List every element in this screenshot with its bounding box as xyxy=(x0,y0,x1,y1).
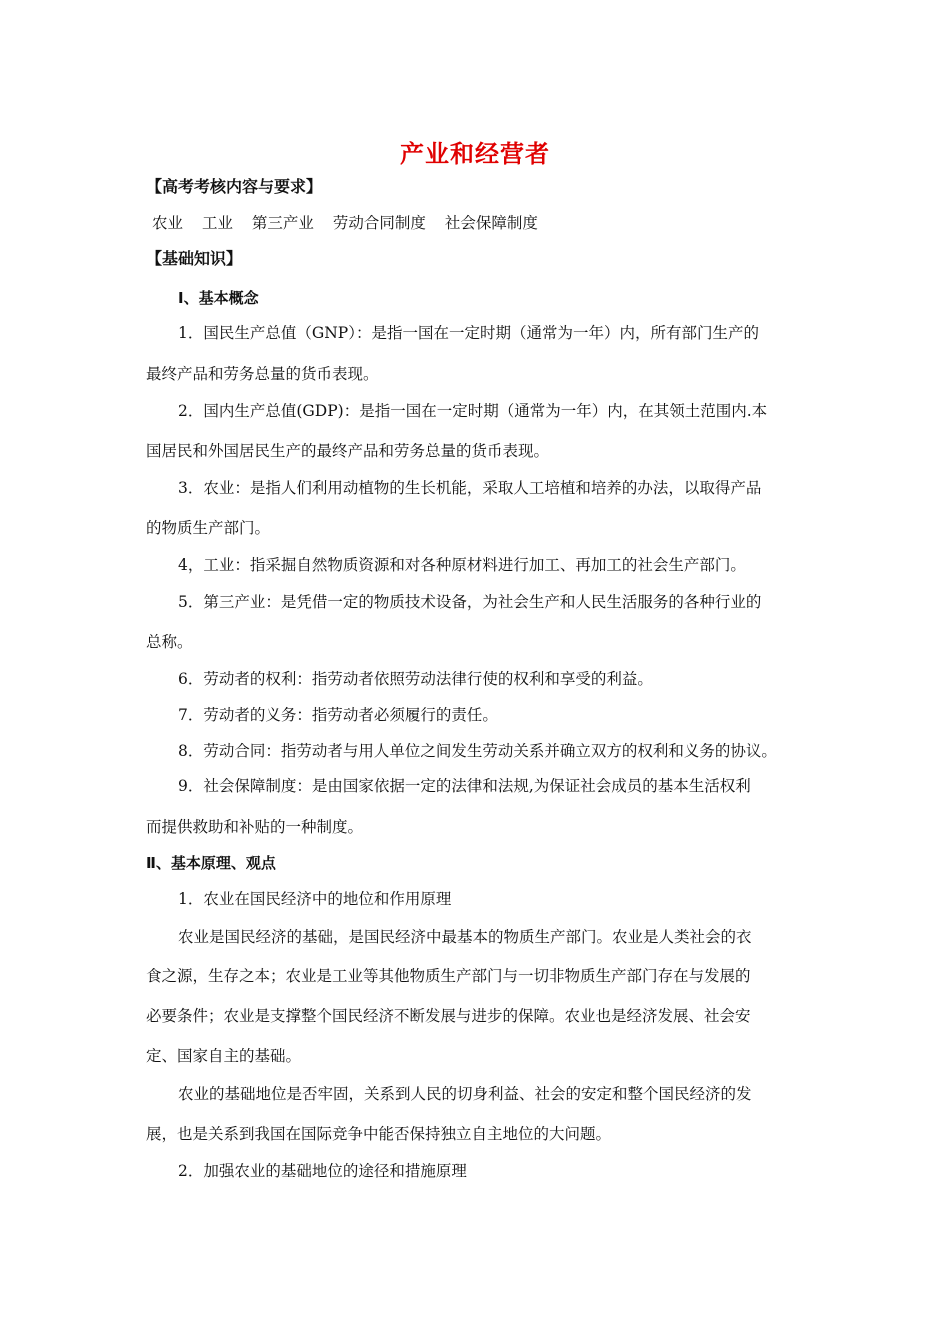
paragraph-line: 9．社会保障制度：是由国家依据一定的法律和法规,为保证社会成员的基本生活权利 xyxy=(178,777,751,795)
section-heading-basics: 【基础知识】 xyxy=(146,249,243,268)
topic-tags xyxy=(152,212,552,234)
paragraph-line: 国居民和外国居民生产的最终产品和劳务总量的货币表现。 xyxy=(146,442,550,460)
paragraph-line: 1．农业在国民经济中的地位和作用原理 xyxy=(178,890,452,908)
paragraph-line: 而提供救助和补贴的一种制度。 xyxy=(146,818,364,836)
tag: 劳动合同制度 xyxy=(332,214,426,232)
paragraph-line: 7．劳动者的义务：指劳动者必须履行的责任。 xyxy=(178,706,498,724)
page-title: 产业和经营者 xyxy=(400,140,550,168)
paragraph-line: 展，也是关系到我国在国际竞争中能否保持独立自主地位的大问题。 xyxy=(146,1125,612,1143)
tag: 工业 xyxy=(201,214,233,232)
paragraph-line: 6．劳动者的权利：指劳动者依照劳动法律行使的权利和享受的利益。 xyxy=(178,670,653,688)
section-heading-requirements: 【高考考核内容与要求】 xyxy=(146,177,323,196)
paragraph-line: 5．第三产业：是凭借一定的物质技术设备，为社会生产和人民生活服务的各种行业的 xyxy=(178,593,762,611)
paragraph-line: 定、国家自主的基础。 xyxy=(146,1047,302,1065)
tag: 农业 xyxy=(152,214,184,232)
paragraph-line: 2．国内生产总值(GDP)：是指一国在一定时期（通常为一年）内，在其领土范围内.本 xyxy=(178,402,768,420)
paragraph-line: 4，工业：指采掘自然物质资源和对各种原材料进行加工、再加工的社会生产部门。 xyxy=(178,556,746,574)
tag: 社会保障制度 xyxy=(444,214,538,232)
paragraph-line: 1．国民生产总值（GNP）：是指一国在一定时期（通常为一年）内，所有部门生产的 xyxy=(178,324,759,342)
tag: 第三产业 xyxy=(251,214,314,232)
paragraph-line: 食之源，生存之本；农业是工业等其他物质生产部门与一切非物质生产部门存在与发展的 xyxy=(146,967,751,985)
paragraph-line: 农业的基础地位是否牢固，关系到人民的切身利益、社会的安定和整个国民经济的发 xyxy=(178,1085,752,1103)
subheading-basic-principles: Ⅱ、基本原理、观点 xyxy=(146,854,276,872)
paragraph-line: 3．农业：是指人们利用动植物的生长机能，采取人工培植和培养的办法，以取得产品 xyxy=(178,479,762,497)
paragraph-line: 最终产品和劳务总量的货币表现。 xyxy=(146,365,379,383)
subheading-basic-concepts: Ⅰ、基本概念 xyxy=(178,289,259,307)
paragraph-line: 的物质生产部门。 xyxy=(146,519,271,537)
paragraph-line: 总称。 xyxy=(146,633,193,651)
paragraph-line: 必要条件；农业是支撑整个国民经济不断发展与进步的保障。农业也是经济发展、社会安 xyxy=(146,1007,751,1025)
paragraph-line: 2．加强农业的基础地位的途径和措施原理 xyxy=(178,1162,467,1180)
paragraph-line: 8．劳动合同：指劳动者与用人单位之间发生劳动关系并确立双方的权利和义务的协议。 xyxy=(178,742,777,760)
paragraph-line: 农业是国民经济的基础，是国民经济中最基本的物质生产部门。农业是人类社会的衣 xyxy=(178,928,752,946)
